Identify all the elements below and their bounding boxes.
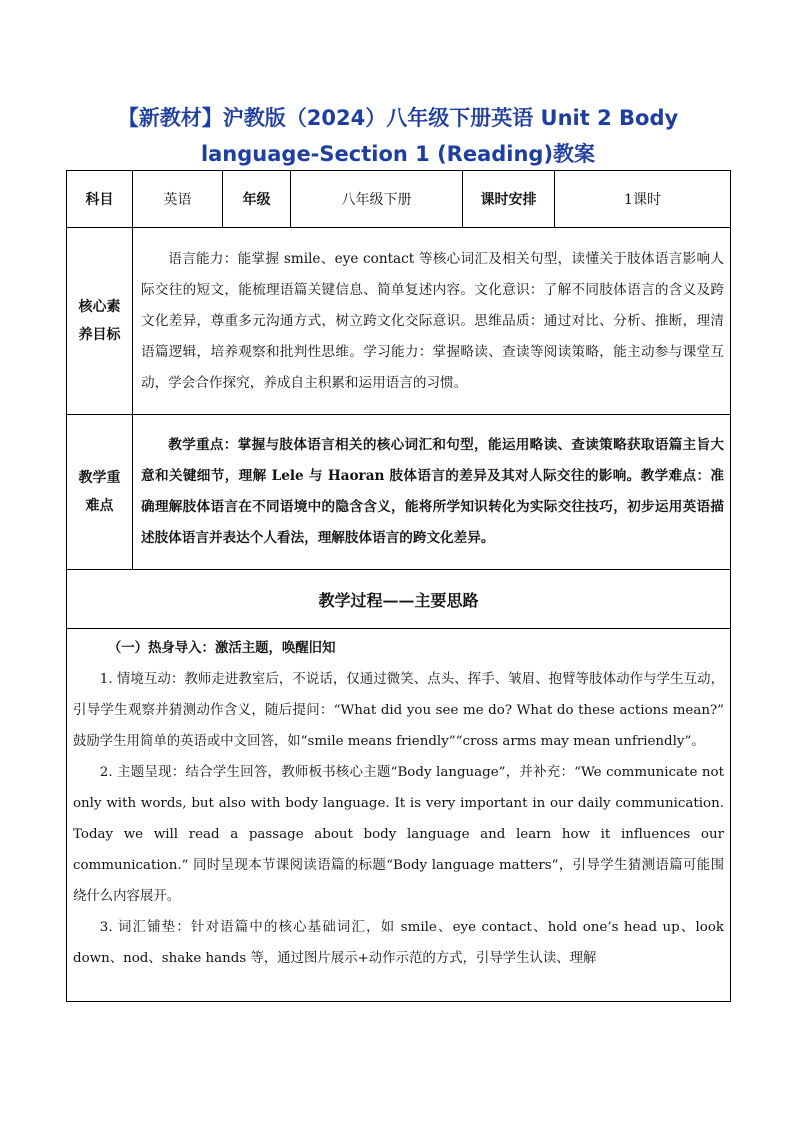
- process-item-3: 3. 词汇铺垫：针对语篇中的核心基础词汇，如 smile、eye contact、hold one’s head up、look down、nod、shake hands 等，通过图片展示+动作示范的方式，引导学生认读、理解: [73, 920, 724, 966]
- subject-label: 科目: [67, 171, 133, 228]
- process-item-1: 1. 情境互动：教师走进教室后，不说话，仅通过微笑、点头、挥手、皱眉、抱臂等肢体动作与学生互动，引导学生观察并猜测动作含义，随后提问：“What did you see me do? What do these actions mean?” 鼓励学生用简单的英语或中文回答，如“smile means friendly”“cross arms may mean unfriendly”。: [73, 672, 724, 749]
- document-title: [66, 100, 730, 172]
- section-heading: （一）热身导入：激活主题，唤醒旧知: [107, 640, 336, 656]
- grade-label: 年级: [223, 171, 291, 228]
- title-line-2: language-Section 1 (Reading)教案: [200, 142, 596, 166]
- process-heading-row: [67, 570, 731, 629]
- process-heading: 教学过程——主要思路: [67, 570, 731, 629]
- schedule-label: 课时安排: [463, 171, 555, 228]
- schedule-value: 1课时: [555, 171, 731, 228]
- key-points-text: 教学重点：掌握与肢体语言相关的核心词汇和句型，能运用略读、查读策略获取语篇主旨大意和关键细节，理解 Lele 与 Haoran 肢体语言的差异及其对人际交往的影响。教学难点：准确理解肢体语言在不同语境中的隐含含义，能将所学知识转化为实际交往技巧，初步运用英语描述肢体语言并表达个人看法，理解肢体语言的跨文化差异。: [133, 415, 731, 570]
- objectives-label: 核心素 养目标: [67, 228, 133, 415]
- title-line-1: 【新教材】沪教版（2024）八年级下册英语 Unit 2 Body: [117, 106, 679, 130]
- objectives-text: 语言能力：能掌握 smile、eye contact 等核心词汇及相关句型，读懂关于肢体语言影响人际交往的短文，能梳理语篇关键信息、简单复述内容。文化意识：了解不同肢体语言的含义及跨文化差异，尊重多元沟通方式，树立跨文化交际意识。思维品质：通过对比、分析、推断，理清语篇逻辑，培养观察和批判性思维。学习能力：掌握略读、查读等阅读策略，能主动参与课堂互动，学会合作探究，养成自主积累和运用语言的习惯。: [133, 228, 731, 415]
- grade-value: 八年级下册: [291, 171, 463, 228]
- process-body-row: [67, 629, 731, 1002]
- info-row: [67, 171, 731, 228]
- key-points-row: [67, 415, 731, 570]
- subject-value: 英语: [133, 171, 223, 228]
- lesson-plan-table: [66, 170, 731, 1002]
- process-body: [67, 629, 731, 1002]
- process-item-2: 2. 主题呈现：结合学生回答，教师板书核心主题“Body language”，并补充：“We communicate not only with words, but also with body language. It is very important in our daily communication. Today we will read a passage about body language and learn how it influences our communication.” 同时呈现本节课阅读语篇的标题“Body language matters”，引导学生猜测语篇可能围绕什么内容展开。: [73, 765, 724, 904]
- key-points-label: 教学重 难点: [67, 415, 133, 570]
- objectives-row: [67, 228, 731, 415]
